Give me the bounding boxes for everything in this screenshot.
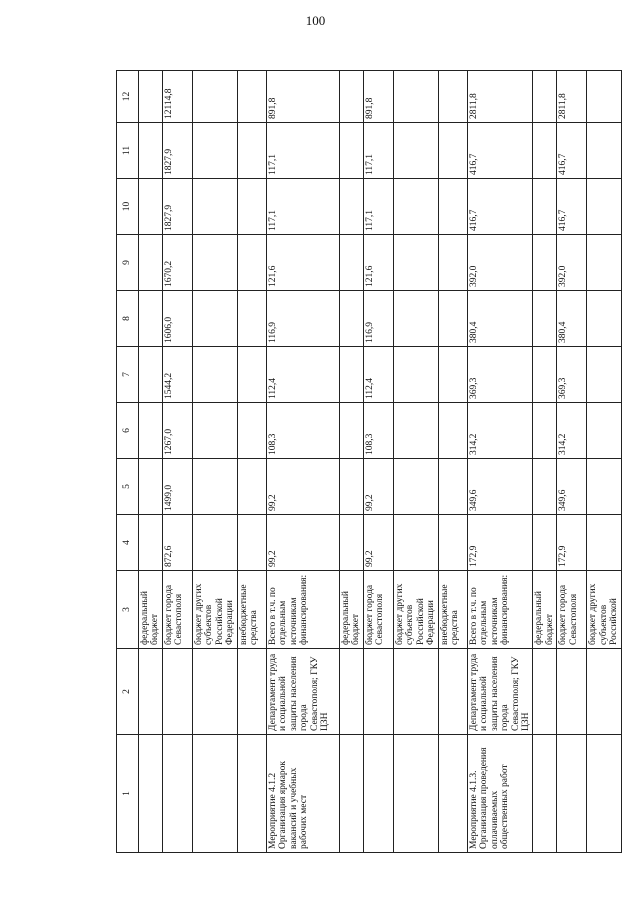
amount-cell: 1670,2 [162,235,192,291]
amount-cell [237,403,266,459]
executor-cell [393,649,438,735]
amount-cell [139,291,163,347]
table-row [363,71,393,853]
column-header: 11 [117,123,139,179]
amount-cell [533,235,557,291]
table-row [162,71,192,853]
funding-source-cell: бюджет других субъектов Российской Федерации [393,571,438,649]
funding-source-cell: Всего в т.ч. по отдельным источникам финансирования: [467,571,533,649]
amount-cell: 369,3 [557,347,587,403]
executor-cell: Департамент труда и социальной защиты населения города Севастополя; ГКУ ЦЗН [266,649,339,735]
amount-cell: 112,4 [363,347,393,403]
amount-cell: 116,9 [363,291,393,347]
measure-cell [363,735,393,853]
amount-cell [139,515,163,571]
funding-source-cell: бюджет города Севастополя [162,571,192,649]
amount-cell [393,515,438,571]
measure-cell [393,735,438,853]
table-row [533,71,557,853]
measure-cell: Мероприятие 4.1.3. Организация проведения оплачиваемых общественных работ [467,735,533,853]
amount-cell: 116,9 [266,291,339,347]
amount-cell: 121,6 [363,235,393,291]
amount-cell [533,71,557,123]
amount-cell [192,347,237,403]
funding-source-cell: федеральный бюджет [339,571,363,649]
amount-cell [237,291,266,347]
funding-source-cell: бюджет города Севастополя [557,571,587,649]
amount-cell [587,291,621,347]
amount-cell [192,71,237,123]
amount-cell [192,459,237,515]
amount-cell [339,71,363,123]
executor-cell [533,649,557,735]
amount-cell: 416,7 [467,123,533,179]
amount-cell: 172,9 [557,515,587,571]
amount-cell [438,235,467,291]
amount-cell: 314,2 [557,403,587,459]
amount-cell [139,179,163,235]
amount-cell: 1267,0 [162,403,192,459]
executor-cell [139,649,163,735]
amount-cell [533,347,557,403]
measure-cell [533,735,557,853]
funding-source-cell: бюджет других субъектов Российской Федерации [192,571,237,649]
amount-cell: 416,7 [557,123,587,179]
amount-cell: 99,2 [363,515,393,571]
amount-cell [237,123,266,179]
amount-cell [438,347,467,403]
amount-cell: 380,4 [467,291,533,347]
amount-cell: 891,8 [363,71,393,123]
column-header: 9 [117,235,139,291]
amount-cell: 392,0 [467,235,533,291]
amount-cell [393,291,438,347]
table-row [237,71,266,853]
amount-cell [139,123,163,179]
amount-cell [192,291,237,347]
column-header: 1 [117,735,139,853]
measure-cell [139,735,163,853]
amount-cell [438,179,467,235]
measure-cell [162,735,192,853]
amount-cell [139,347,163,403]
page-number: 100 [305,13,326,28]
amount-cell [192,515,237,571]
executor-cell [363,649,393,735]
amount-cell: 117,1 [363,123,393,179]
amount-cell: 99,2 [266,515,339,571]
amount-cell [393,459,438,515]
amount-cell: 416,7 [467,179,533,235]
amount-cell: 99,2 [266,459,339,515]
amount-cell [237,515,266,571]
table-row [139,71,163,853]
amount-cell [139,459,163,515]
amount-cell [533,179,557,235]
amount-cell [237,179,266,235]
funding-source-cell: бюджет других субъектов Российской [587,571,621,649]
amount-cell: 172,9 [467,515,533,571]
funding-source-cell: внебюджетные средства [438,571,467,649]
amount-cell [587,123,621,179]
column-header: 7 [117,347,139,403]
amount-cell: 349,6 [467,459,533,515]
executor-cell [162,649,192,735]
measure-cell [339,735,363,853]
funding-source-cell: Всего в т.ч. по отдельным источникам финансирования: [266,571,339,649]
amount-cell [438,291,467,347]
table-body [117,71,622,853]
measure-cell [237,735,266,853]
amount-cell: 117,1 [363,179,393,235]
amount-cell: 1827,9 [162,179,192,235]
amount-cell: 117,1 [266,123,339,179]
amount-cell [587,71,621,123]
amount-cell: 1606,0 [162,291,192,347]
amount-cell: 117,1 [266,179,339,235]
amount-cell [438,403,467,459]
table-row [438,71,467,853]
amount-cell [139,71,163,123]
amount-cell [393,179,438,235]
amount-cell [533,291,557,347]
amount-cell: 416,7 [557,179,587,235]
amount-cell [587,403,621,459]
executor-cell: Департамент труда и социальной защиты населения города Севастополя; ГКУ ЦЗН [467,649,533,735]
amount-cell [192,123,237,179]
amount-cell [438,459,467,515]
amount-cell [438,515,467,571]
column-header: 3 [117,571,139,649]
amount-cell: 2811,8 [557,71,587,123]
amount-cell [393,71,438,123]
column-header: 8 [117,291,139,347]
amount-cell: 1827,9 [162,123,192,179]
amount-cell [339,403,363,459]
amount-cell: 108,3 [266,403,339,459]
measure-cell [557,735,587,853]
amount-cell [587,347,621,403]
amount-cell [393,235,438,291]
executor-cell [192,649,237,735]
header-row [117,71,139,853]
amount-cell [339,291,363,347]
amount-cell: 349,6 [557,459,587,515]
amount-cell: 369,3 [467,347,533,403]
amount-cell [393,347,438,403]
table-row [467,71,533,853]
column-header: 6 [117,403,139,459]
amount-cell [339,459,363,515]
rotated-table-frame [116,71,620,853]
amount-cell [533,123,557,179]
amount-cell: 380,4 [557,291,587,347]
amount-cell [192,179,237,235]
amount-cell: 891,8 [266,71,339,123]
funding-source-cell: внебюджетные средства [237,571,266,649]
amount-cell: 314,2 [467,403,533,459]
amount-cell [339,123,363,179]
amount-cell: 99,2 [363,459,393,515]
amount-cell: 121,6 [266,235,339,291]
amount-cell [393,123,438,179]
executor-cell [438,649,467,735]
amount-cell [587,459,621,515]
table-row [266,71,339,853]
table-row [587,71,621,853]
amount-cell [587,515,621,571]
amount-cell [139,403,163,459]
measure-cell [438,735,467,853]
column-header: 10 [117,179,139,235]
amount-cell: 108,3 [363,403,393,459]
amount-cell [139,235,163,291]
amount-cell [339,347,363,403]
amount-cell [393,403,438,459]
column-header: 4 [117,515,139,571]
amount-cell [237,71,266,123]
measure-cell: Мероприятие 4.1.2 Организация ярмарок вакансий и учебных рабочих мест [266,735,339,853]
table-row [339,71,363,853]
measure-cell [192,735,237,853]
amount-cell: 872,6 [162,515,192,571]
amount-cell [192,403,237,459]
amount-cell [438,123,467,179]
amount-cell [237,347,266,403]
column-header: 2 [117,649,139,735]
amount-cell [237,235,266,291]
amount-cell [533,459,557,515]
amount-cell: 112,4 [266,347,339,403]
amount-cell [339,179,363,235]
budget-table [116,70,622,853]
executor-cell [339,649,363,735]
funding-source-cell: федеральный бюджет [533,571,557,649]
amount-cell [587,235,621,291]
executor-cell [587,649,621,735]
column-header: 5 [117,459,139,515]
column-header: 12 [117,71,139,123]
amount-cell [533,515,557,571]
amount-cell: 1499,0 [162,459,192,515]
amount-cell [533,403,557,459]
amount-cell: 1544,2 [162,347,192,403]
amount-cell [438,71,467,123]
table-row [557,71,587,853]
amount-cell [339,515,363,571]
table-row [393,71,438,853]
executor-cell [557,649,587,735]
amount-cell [587,179,621,235]
funding-source-cell: федеральный бюджет [139,571,163,649]
amount-cell: 12114,8 [162,71,192,123]
amount-cell: 2811,8 [467,71,533,123]
amount-cell [192,235,237,291]
amount-cell [339,235,363,291]
executor-cell [237,649,266,735]
measure-cell [587,735,621,853]
funding-source-cell: бюджет города Севастополя [363,571,393,649]
table-row [192,71,237,853]
amount-cell: 392,0 [557,235,587,291]
amount-cell [237,459,266,515]
